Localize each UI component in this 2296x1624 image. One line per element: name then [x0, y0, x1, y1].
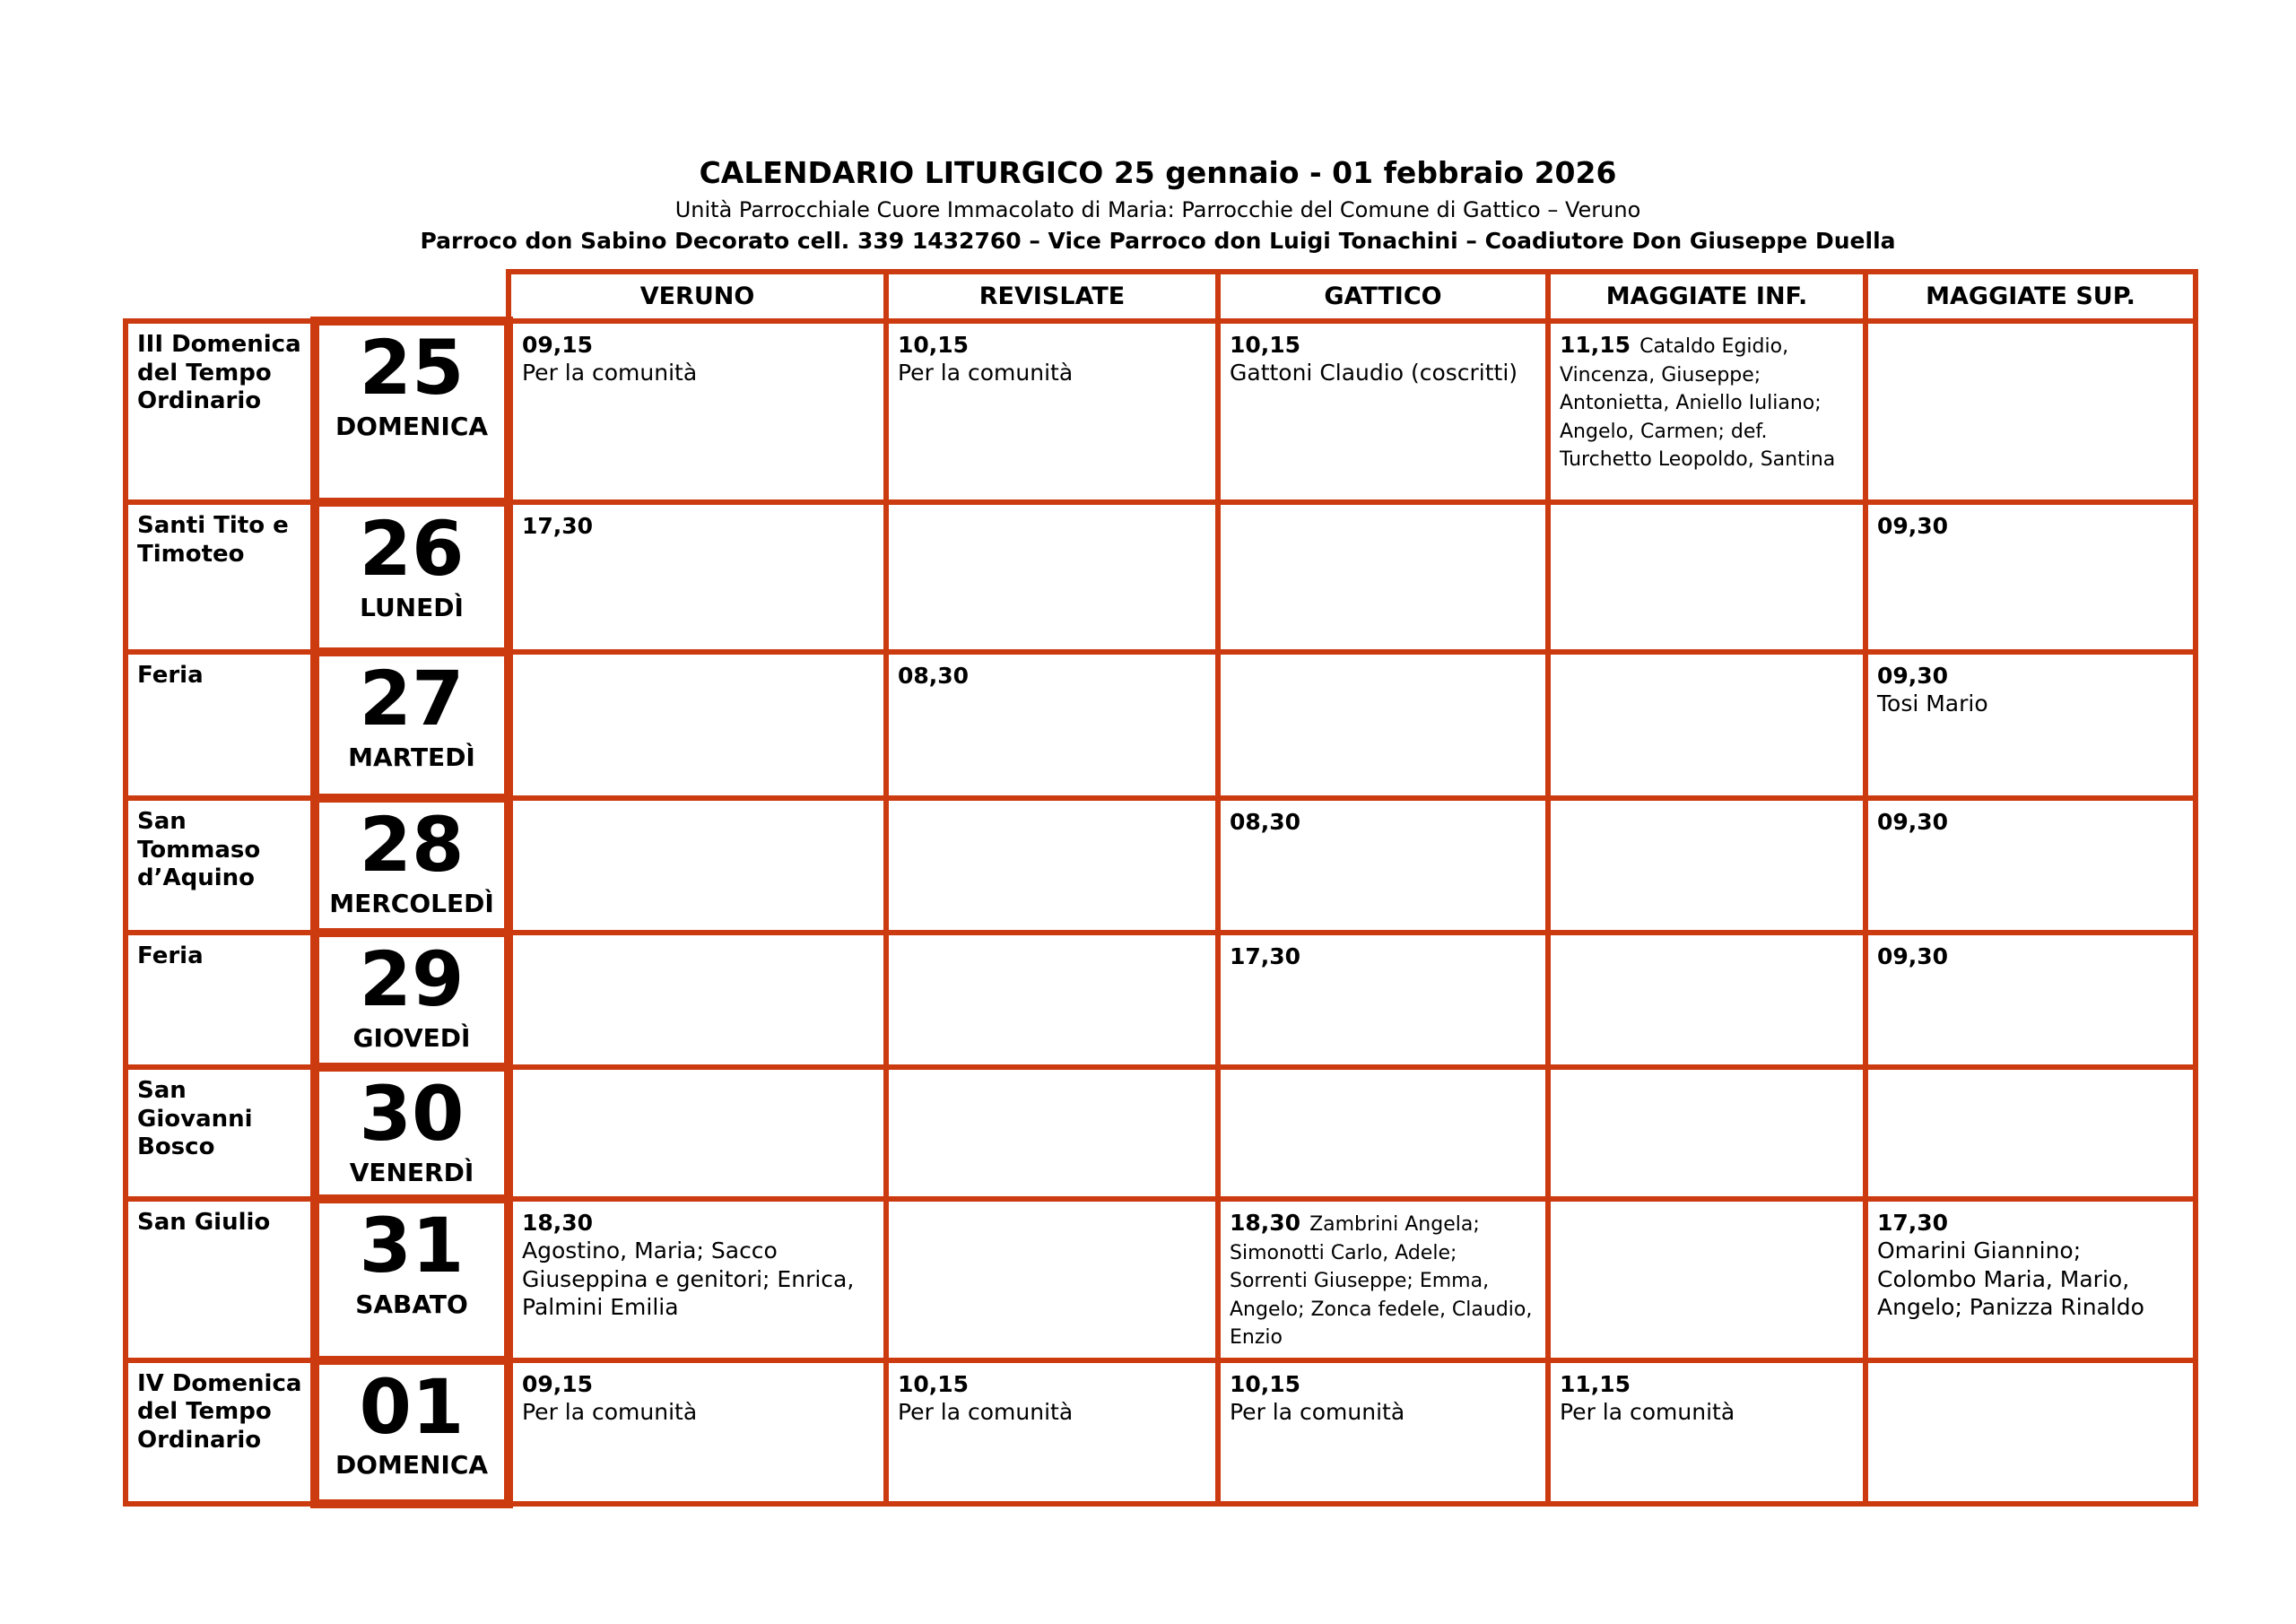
day-cell	[315, 321, 509, 502]
mass-cell-revislate	[886, 1360, 1218, 1504]
mass-cell-maggiate-sup	[1866, 1360, 2196, 1504]
mass-cell-gattico	[1218, 1360, 1548, 1504]
feast-cell: San Tommaso d’Aquino	[126, 798, 315, 933]
table-row	[126, 321, 2196, 502]
mass-intentions: Tosi Mario	[1877, 690, 1988, 717]
mass-time: 17,30	[1230, 943, 1301, 969]
document-header	[123, 154, 2193, 256]
mass-time: 11,15	[1560, 1370, 1631, 1397]
day-number: 31	[359, 1202, 465, 1290]
mass-cell-revislate	[886, 652, 1218, 798]
mass-intentions: Gattoni Claudio (coscritti)	[1230, 360, 1518, 386]
mass-cell-revislate	[886, 1067, 1218, 1199]
mass-time: 08,30	[898, 663, 970, 689]
mass-time: 11,15	[1560, 332, 1631, 358]
day-cell	[315, 652, 509, 798]
mass-cell-maggiate-inf	[1548, 1067, 1866, 1199]
mass-intentions: Per la comunità	[1230, 1398, 1405, 1425]
day-cell	[315, 1199, 509, 1360]
table-row	[126, 1067, 2196, 1199]
day-number: 25	[359, 324, 465, 412]
mass-cell-veruno	[509, 1360, 886, 1504]
feast-cell: III Domenica del Tempo Ordinario	[126, 321, 315, 502]
day-number: 27	[359, 655, 465, 743]
day-name: MERCOLEDÌ	[329, 888, 494, 918]
column-header-gattico: GATTICO	[1218, 272, 1548, 321]
column-header-maggiate-sup: MAGGIATE SUP.	[1866, 272, 2196, 321]
mass-intentions: Per la comunità	[898, 1398, 1074, 1425]
table-row	[126, 798, 2196, 933]
mass-time: 10,15	[1230, 1370, 1301, 1397]
mass-cell-maggiate-sup	[1866, 1067, 2196, 1199]
day-cell	[315, 933, 509, 1067]
mass-intentions: Cataldo Egidio, Vincenza, Giuseppe; Antonietta, Aniello Iuliano; Angelo, Carmen; def. Turchetto Leopoldo, Santina	[1560, 335, 1836, 471]
mass-cell-gattico	[1218, 321, 1548, 502]
mass-intentions: Per la comunità	[522, 1398, 698, 1425]
day-name: VENERDÌ	[349, 1157, 474, 1187]
mass-cell-maggiate-inf	[1548, 798, 1866, 933]
mass-cell-veruno	[509, 933, 886, 1067]
mass-time: 09,15	[522, 1370, 594, 1397]
table-row	[126, 1199, 2196, 1360]
mass-cell-maggiate-sup	[1866, 652, 2196, 798]
mass-time: 09,30	[1877, 513, 1949, 539]
day-name: SABATO	[355, 1289, 468, 1319]
mass-cell-revislate	[886, 321, 1218, 502]
mass-cell-maggiate-sup	[1866, 321, 2196, 502]
mass-cell-gattico	[1218, 933, 1548, 1067]
mass-cell-maggiate-inf	[1548, 502, 1866, 652]
mass-time: 08,30	[1230, 809, 1301, 835]
mass-cell-maggiate-inf	[1548, 1199, 1866, 1360]
feast-cell: San Giovanni Bosco	[126, 1067, 315, 1199]
mass-cell-maggiate-sup	[1866, 798, 2196, 933]
mass-cell-gattico	[1218, 798, 1548, 933]
feast-cell: IV Domenica del Tempo Ordinario	[126, 1360, 315, 1504]
day-name: DOMENICA	[335, 411, 489, 441]
mass-cell-maggiate-inf	[1548, 1360, 1866, 1504]
mass-cell-gattico	[1218, 1199, 1548, 1360]
day-cell	[315, 798, 509, 933]
mass-cell-veruno	[509, 798, 886, 933]
mass-cell-maggiate-inf	[1548, 933, 1866, 1067]
mass-time: 18,30	[1230, 1210, 1301, 1236]
day-name: DOMENICA	[335, 1450, 489, 1481]
mass-intentions: Agostino, Maria; Sacco Giuseppina e genitori; Enrica, Palmini Emilia	[522, 1238, 855, 1320]
feast-cell: Santi Tito e Timoteo	[126, 502, 315, 652]
mass-cell-revislate	[886, 933, 1218, 1067]
mass-cell-veruno	[509, 1067, 886, 1199]
table-row	[126, 1360, 2196, 1504]
mass-cell-gattico	[1218, 1067, 1548, 1199]
mass-cell-maggiate-sup	[1866, 1199, 2196, 1360]
feast-cell: Feria	[126, 933, 315, 1067]
mass-cell-veruno	[509, 502, 886, 652]
table-row	[126, 933, 2196, 1067]
header-spacer-feast	[126, 272, 315, 321]
feast-cell: Feria	[126, 652, 315, 798]
column-header-veruno: VERUNO	[509, 272, 886, 321]
mass-cell-gattico	[1218, 652, 1548, 798]
day-cell	[315, 502, 509, 652]
mass-cell-veruno	[509, 652, 886, 798]
page-title: CALENDARIO LITURGICO 25 gennaio - 01 febbraio 2026	[699, 155, 1617, 190]
mass-time: 18,30	[522, 1210, 594, 1236]
mass-cell-maggiate-sup	[1866, 933, 2196, 1067]
day-number: 28	[359, 801, 465, 889]
mass-time: 09,30	[1877, 943, 1949, 969]
mass-cell-maggiate-inf	[1548, 321, 1866, 502]
contacts-line: Parroco don Sabino Decorato cell. 339 1432760 – Vice Parroco don Luigi Tonachini – Coadiutore Don Giuseppe Duella	[420, 228, 1896, 255]
day-number: 01	[359, 1362, 465, 1451]
mass-time: 09,15	[522, 332, 594, 358]
mass-time: 17,30	[522, 513, 594, 539]
day-cell	[315, 1067, 509, 1199]
header-spacer-day	[315, 272, 509, 321]
column-header-maggiate-inf: MAGGIATE INF.	[1548, 272, 1866, 321]
table-row	[126, 652, 2196, 798]
mass-cell-veruno	[509, 321, 886, 502]
day-cell	[315, 1360, 509, 1504]
mass-time: 10,15	[1230, 332, 1301, 358]
mass-intentions: Per la comunità	[1560, 1398, 1735, 1425]
mass-cell-revislate	[886, 1199, 1218, 1360]
mass-intentions: Per la comunità	[898, 360, 1074, 386]
mass-intentions: Per la comunità	[522, 360, 698, 386]
mass-intentions: Omarini Giannino; Colombo Maria, Mario, Angelo; Panizza Rinaldo	[1877, 1238, 2144, 1320]
day-name: MARTEDÌ	[348, 742, 475, 772]
table-row	[126, 502, 2196, 652]
mass-time: 17,30	[1877, 1210, 1949, 1236]
mass-cell-revislate	[886, 798, 1218, 933]
mass-cell-gattico	[1218, 502, 1548, 652]
mass-time: 09,30	[1877, 663, 1949, 689]
day-name: GIOVEDÌ	[352, 1022, 471, 1053]
mass-cell-revislate	[886, 502, 1218, 652]
mass-cell-maggiate-inf	[1548, 652, 1866, 798]
feast-cell: San Giulio	[126, 1199, 315, 1360]
day-number: 26	[359, 505, 465, 593]
mass-time: 09,30	[1877, 809, 1949, 835]
day-name: LUNEDÌ	[360, 592, 464, 622]
mass-intentions: Zambrini Angela; Simonotti Carlo, Adele; Sorrenti Giuseppe; Emma, Angelo; Zonca fedele, Claudio, Enzio	[1230, 1213, 1533, 1349]
mass-cell-veruno	[509, 1199, 886, 1360]
mass-cell-maggiate-sup	[1866, 502, 2196, 652]
mass-time: 10,15	[898, 1370, 970, 1397]
mass-time: 10,15	[898, 332, 970, 358]
day-number: 30	[359, 1070, 465, 1158]
column-header-revislate: REVISLATE	[886, 272, 1218, 321]
liturgical-calendar-table	[123, 269, 2198, 1508]
header-row	[126, 272, 2196, 321]
day-number: 29	[359, 935, 465, 1023]
page-subtitle: Unità Parrocchiale Cuore Immacolato di Maria: Parrocchie del Comune di Gattico – Veruno	[674, 197, 1641, 223]
